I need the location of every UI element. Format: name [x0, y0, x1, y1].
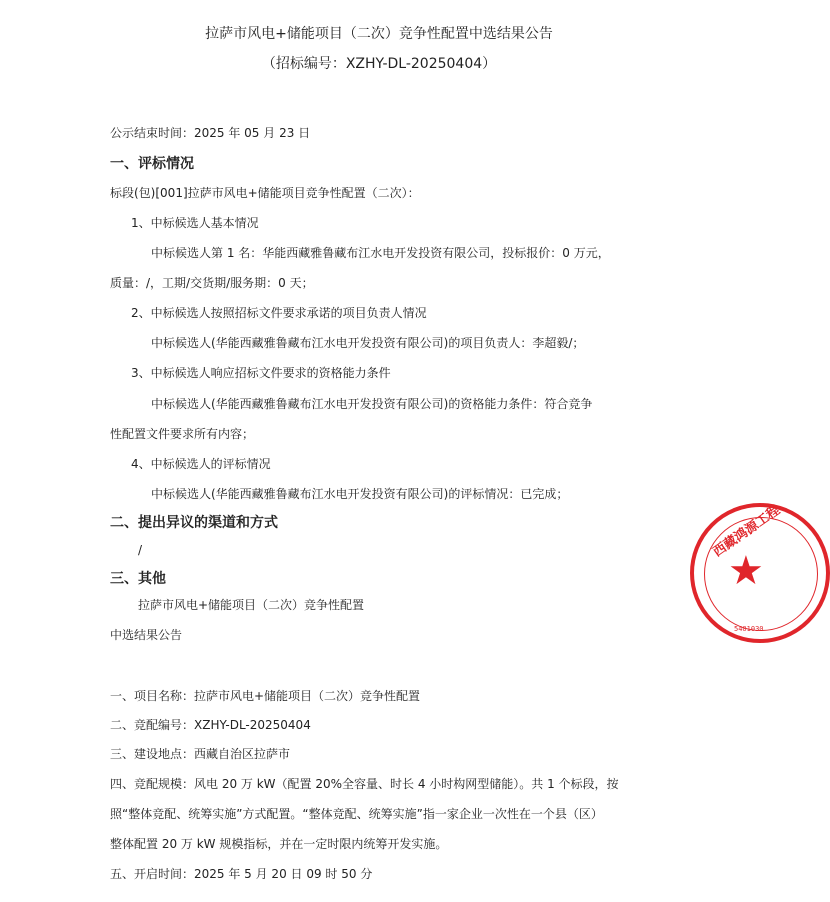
item1-line2: 质量：/，工期/交货期/服务期：0 天； [110, 276, 314, 290]
end-time: 公示结束时间：2025 年 05 月 23 日 [110, 126, 311, 140]
list-item-5: 五、开启时间：2025 年 5 月 20 日 09 时 50 分 [110, 867, 373, 881]
document-title: 拉萨市风电+储能项目（二次）竞争性配置中选结果公告 [205, 26, 553, 42]
list-item-1: 一、项目名称：拉萨市风电+储能项目（二次）竞争性配置 [110, 689, 421, 703]
list-item-4: 四、竞配规模：风电 20 万 kW（配置 20%全容量、时长 4 小时构网型储能）。共 1 个标段，按 [110, 777, 619, 791]
section3-heading: 三、其他 [110, 571, 166, 587]
item2-heading: 2、中标候选人按照招标文件要求承诺的项目负责人情况 [131, 306, 427, 320]
lot-line: 标段(包)[001]拉萨市风电+储能项目竞争性配置（二次）： [110, 186, 420, 200]
item1-heading: 1、中标候选人基本情况 [131, 216, 259, 230]
item3-line1: 中标候选人(华能西藏雅鲁藏布江水电开发投资有限公司)的资格能力条件：符合竞争 [151, 397, 593, 411]
seal-star-icon: ★ [728, 548, 764, 594]
list-item-3: 三、建设地点：西藏自治区拉萨市 [110, 747, 291, 761]
seal-text-top: 西藏鸿源工程 [710, 503, 783, 561]
section3-line1: 拉萨市风电+储能项目（二次）竞争性配置 [138, 598, 365, 612]
document-subtitle: （招标编号：XZHY-DL-20250404） [261, 56, 497, 72]
official-seal [690, 503, 830, 643]
item3-line2: 性配置文件要求所有内容； [110, 427, 255, 441]
list-item-2: 二、竞配编号：XZHY-DL-20250404 [110, 718, 311, 732]
section2-content: / [138, 543, 143, 557]
item4-line1: 中标候选人(华能西藏雅鲁藏布江水电开发投资有限公司)的评标情况：已完成； [151, 487, 569, 501]
seal-number: 5401030 [734, 625, 764, 633]
section1-heading: 一、评标情况 [110, 156, 194, 172]
item1-line1: 中标候选人第 1 名：华能西藏雅鲁藏布江水电开发投资有限公司，投标报价：0 万元， [151, 246, 610, 260]
section3-line2: 中选结果公告 [110, 628, 183, 642]
item3-heading: 3、中标候选人响应招标文件要求的资格能力条件 [131, 366, 391, 380]
section2-heading: 二、提出异议的渠道和方式 [110, 515, 278, 531]
item4-heading: 4、中标候选人的评标情况 [131, 457, 271, 471]
item2-line1: 中标候选人(华能西藏雅鲁藏布江水电开发投资有限公司)的项目负责人：李超毅/； [151, 336, 585, 350]
list-item-4-cont1: 照“整体竞配、统筹实施”方式配置。“整体竞配、统筹实施”指一家企业一次性在一个县（区） [110, 807, 603, 821]
list-item-4-cont2: 整体配置 20 万 kW 规模指标，并在一定时限内统筹开发实施。 [110, 837, 448, 851]
